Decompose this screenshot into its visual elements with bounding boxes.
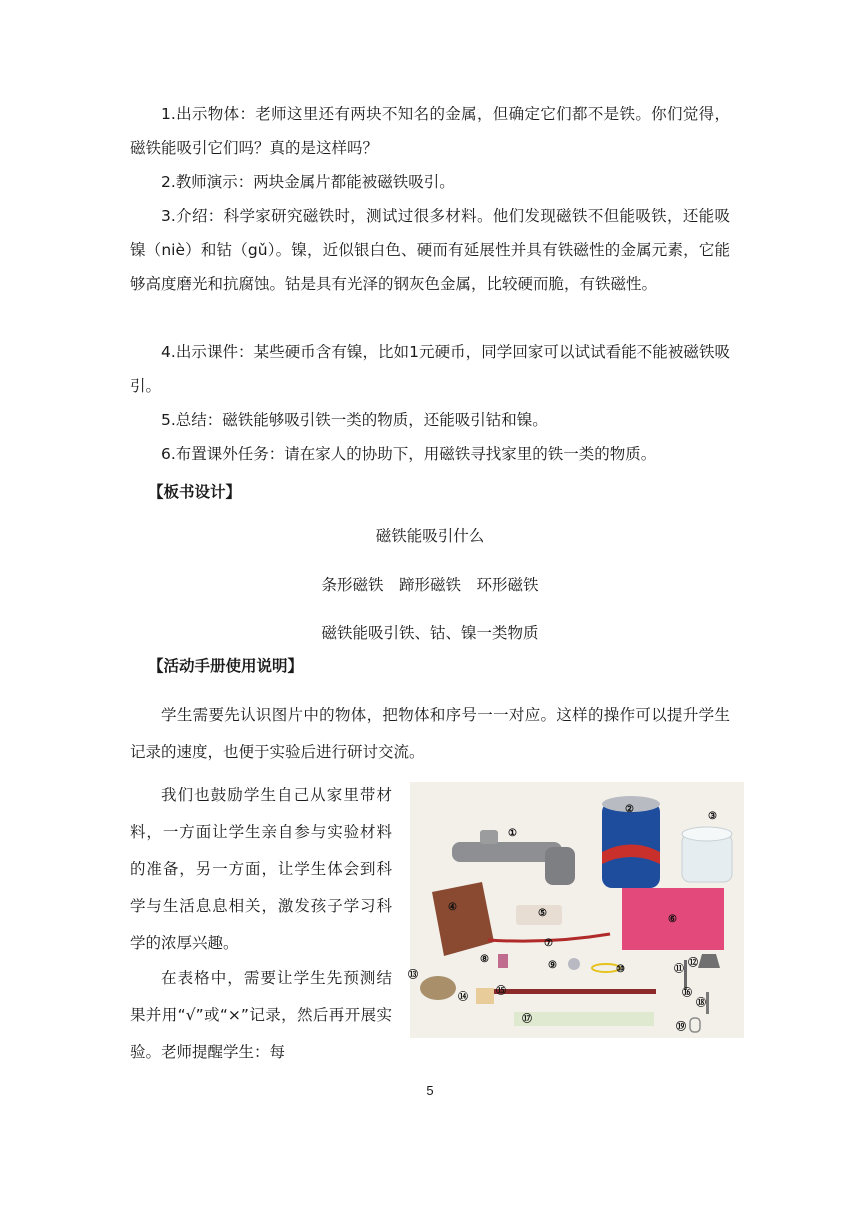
manual-paragraph-3: 在表格中，需要让学生先预测结果并用“√”或“×”记录，然后再开展实验。老师提醒学生：每 bbox=[130, 969, 392, 1061]
eraser-image bbox=[476, 988, 494, 1004]
paragraph-step-2: 2.教师演示：两块金属片都能被磁铁吸引。 bbox=[161, 173, 455, 191]
nail-image bbox=[706, 992, 709, 1014]
board-design-heading: 【板书设计】 bbox=[148, 483, 242, 501]
label-15: ⑮ bbox=[496, 986, 506, 997]
label-9: ⑨ bbox=[548, 960, 557, 971]
manual-heading: 【活动手册使用说明】 bbox=[148, 657, 304, 675]
label-3: ③ bbox=[708, 811, 717, 822]
binder-clip-image bbox=[498, 954, 508, 968]
label-11: ⑪ bbox=[674, 964, 684, 975]
paperclip-image bbox=[690, 1018, 700, 1032]
label-8: ⑧ bbox=[480, 954, 489, 965]
label-12: ⑫ bbox=[688, 958, 698, 969]
manual-paragraph-1: 学生需要先认识图片中的物体，把物体和序号一一对应。这样的操作可以提升学生记录的速度，也便于实验后进行研讨交流。 bbox=[130, 706, 730, 761]
glass-image bbox=[682, 827, 732, 882]
page-number: 5 bbox=[426, 1083, 434, 1098]
ruler-image bbox=[514, 1012, 654, 1026]
board-design-magnet-types: 条形磁铁 蹄形磁铁 环形磁铁 bbox=[321, 576, 539, 594]
label-16: ⑯ bbox=[682, 988, 692, 999]
label-17: ⑰ bbox=[522, 1014, 532, 1025]
sand-image bbox=[420, 976, 456, 1000]
label-18: ⑱ bbox=[696, 998, 706, 1009]
marble-image bbox=[568, 958, 580, 970]
label-19: ⑲ bbox=[676, 1022, 686, 1033]
label-6: ⑥ bbox=[668, 914, 677, 925]
label-10: ⑩ bbox=[616, 964, 625, 975]
manual-paragraph-2: 我们也鼓励学生自己从家里带材料，一方面让学生亲自参与实验材料的准备，另一方面，让学生体会到科学与生活息息相关，激发孩子学习科学的浓厚兴趣。 bbox=[130, 786, 392, 952]
materials-photo-drawing bbox=[410, 782, 744, 1038]
paragraph-step-1: 1.出示物体：老师这里还有两块不知名的金属，但确定它们都不是铁。你们觉得，磁铁能吸引它们吗？真的是这样吗？ bbox=[130, 105, 730, 157]
label-2: ② bbox=[625, 804, 634, 815]
screw-image bbox=[684, 960, 687, 990]
label-7: ⑦ bbox=[544, 938, 553, 949]
paragraph-step-3: 3.介绍：科学家研究磁铁时，测试过很多材料。他们发现磁铁不但能吸铁，还能吸镍（niè）和钴（gǔ）。镍，近似银白色、硬而有延展性并具有铁磁性的金属元素，它能够高度磨光和抗腐蚀。钴是具有光泽的钢灰色金属，比较硬而脆，有铁磁性。 bbox=[130, 207, 730, 293]
paragraph-step-6: 6.布置课外任务：请在家人的协助下，用磁铁寻找家里的铁一类的物质。 bbox=[161, 445, 657, 463]
label-4: ④ bbox=[448, 902, 457, 913]
label-14: ⑭ bbox=[458, 992, 468, 1003]
nut-image bbox=[698, 954, 720, 968]
brick-image bbox=[432, 882, 494, 956]
label-5: ⑤ bbox=[538, 908, 547, 919]
paragraph-step-4: 4.出示课件：某些硬币含有镍，比如1元硬币，同学回家可以试试看能不能被磁铁吸引。 bbox=[130, 343, 730, 395]
pencil-image bbox=[494, 989, 656, 994]
board-design-conclusion: 磁铁能吸引铁、钴、镍一类物质 bbox=[321, 624, 539, 642]
paragraph-step-5: 5.总结：磁铁能够吸引铁一类的物质，还能吸引钴和镍。 bbox=[161, 411, 548, 429]
board-design-title: 磁铁能吸引什么 bbox=[375, 527, 485, 545]
materials-photo bbox=[410, 782, 744, 1038]
label-13: ⑬ bbox=[408, 970, 418, 981]
label-1: ① bbox=[508, 828, 517, 839]
